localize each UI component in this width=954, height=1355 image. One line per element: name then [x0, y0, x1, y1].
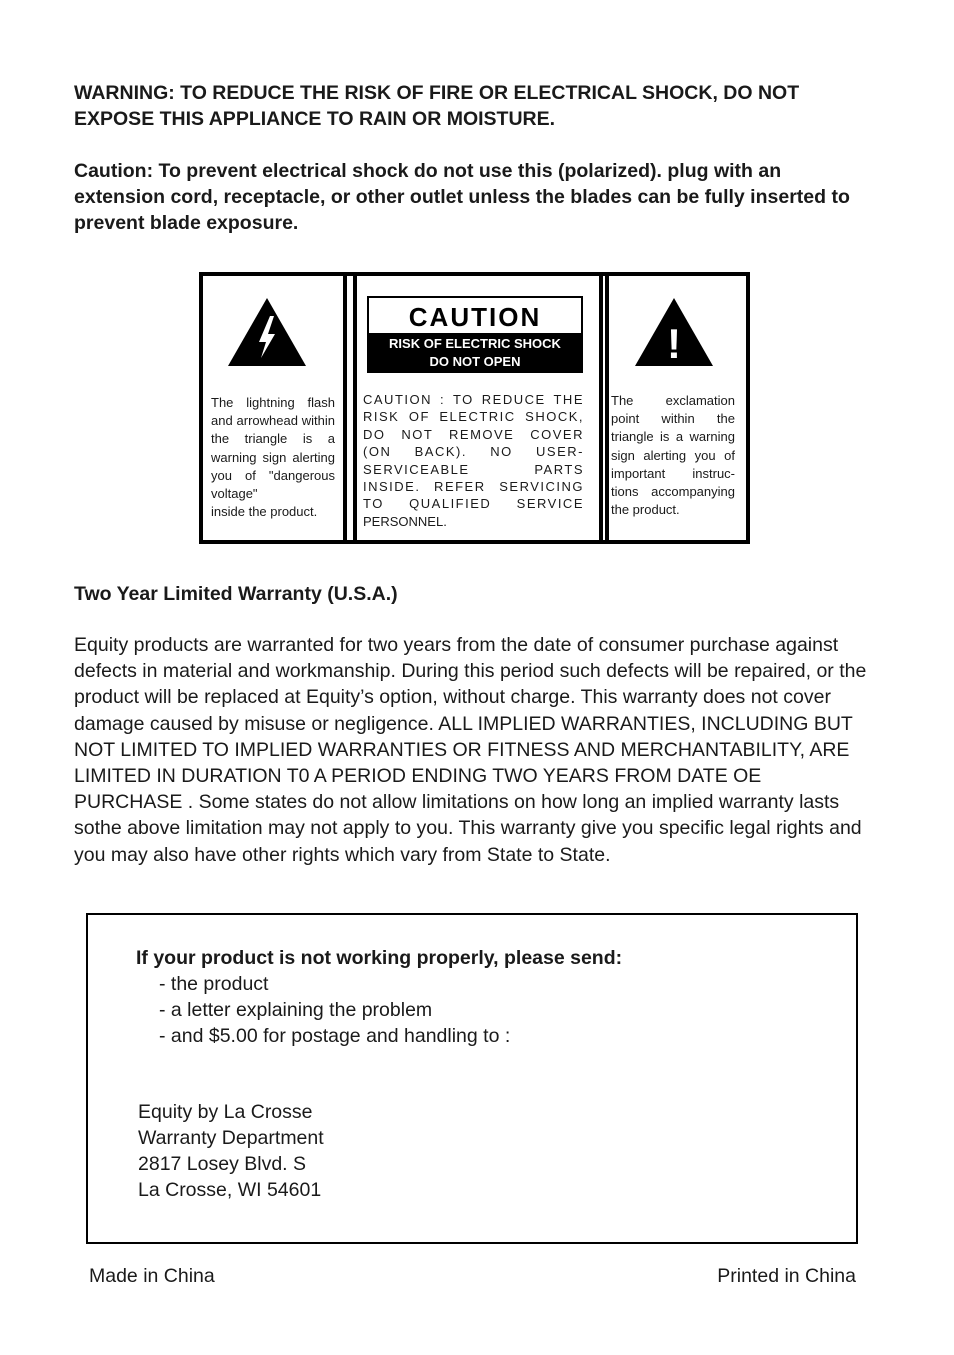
service-item: - and $5.00 for postage and handling to :: [159, 1025, 511, 1047]
mailing-address: [138, 1099, 324, 1203]
exclamation-warning-icon: [633, 296, 715, 368]
service-item: - the product: [159, 973, 269, 995]
exclamation-panel: [605, 276, 750, 540]
service-item: - a letter explaining the problem: [159, 999, 433, 1021]
printed-in-label: Printed in China: [717, 1265, 856, 1287]
caution-notice: Caution: To prevent electrical shock do not use this (polarized). plug with an extension cord, receptacle, or other outlet unless the blades can be fully inserted to prevent blade exposure.: [74, 160, 850, 234]
warning-notice: WARNING: TO REDUCE THE RISK OF FIRE OR ELECTRICAL SHOCK, DO NOT EXPOSE THIS APPLIANCE TO RAIN OR MOISTURE.: [74, 82, 800, 130]
caution-badge-title: CAUTION: [408, 302, 542, 332]
svg-text:!: !: [667, 320, 681, 367]
lightning-panel: [203, 276, 347, 540]
caution-badge-banner: [369, 333, 581, 371]
caution-badge: [367, 296, 583, 373]
service-heading: If your product is not working properly, please send:: [136, 947, 623, 969]
made-in-label: Made in China: [89, 1265, 215, 1287]
address-line: La Crosse, WI 54601: [138, 1179, 322, 1201]
caution-center-text: CAUTION : TO REDUCE THE RISK OF ELECTRIC SHOCK, DO NOT REMOVE COVER (ON BACK). NO USER-SERVICEABLE PARTS INSIDE. REFER SERVICING TO QUALIFIED SERVICE PERSONNEL.: [363, 392, 584, 529]
caution-label: [199, 272, 750, 544]
address-line: Warranty Department: [138, 1127, 324, 1149]
service-instructions: [136, 945, 622, 1049]
exclamation-explanation: The exclamation point within the triangle is a warning sign alerting you of important instruc- tions accompanying the product.: [611, 393, 735, 518]
address-line: Equity by La Crosse: [138, 1101, 313, 1123]
badge-line-2: DO NOT OPEN: [429, 354, 521, 369]
badge-line-1: RISK OF ELECTRIC SHOCK: [389, 336, 561, 351]
lightning-explanation: The lightning flash and arrowhead within the triangle is a warning sign alerting you of "dangerous voltage" inside the product.: [211, 395, 335, 520]
lightning-warning-icon: [226, 296, 308, 368]
caution-center-panel: [353, 276, 603, 540]
address-line: 2817 Losey Blvd. S: [138, 1153, 307, 1175]
warranty-title: Two Year Limited Warranty (U.S.A.): [74, 583, 398, 605]
warranty-body: Equity products are warranted for two years from the date of consumer purchase against defects in material and workmanship. During this period such defects will be repaired, or the product will be replaced at Equity’s option, without charge. This warranty does not cover damage caused by misuse or negligence. ALL IMPLIED WARRANTIES, INCLUDING BUT NOT LIMITED TO IMPLIED WARRANTIES OR FITNESS AND MERCHANTABILITY, ARE LIMITED IN DURATION T0 A PERIOD ENDING TWO YEARS FROM DATE OE PURCHASE . Some states do not allow limitations on how long an implied warranty lasts sothe above limitation may not apply to you. This warranty give you specific legal rights and you may also have other rights which vary from State to State.: [74, 634, 867, 866]
